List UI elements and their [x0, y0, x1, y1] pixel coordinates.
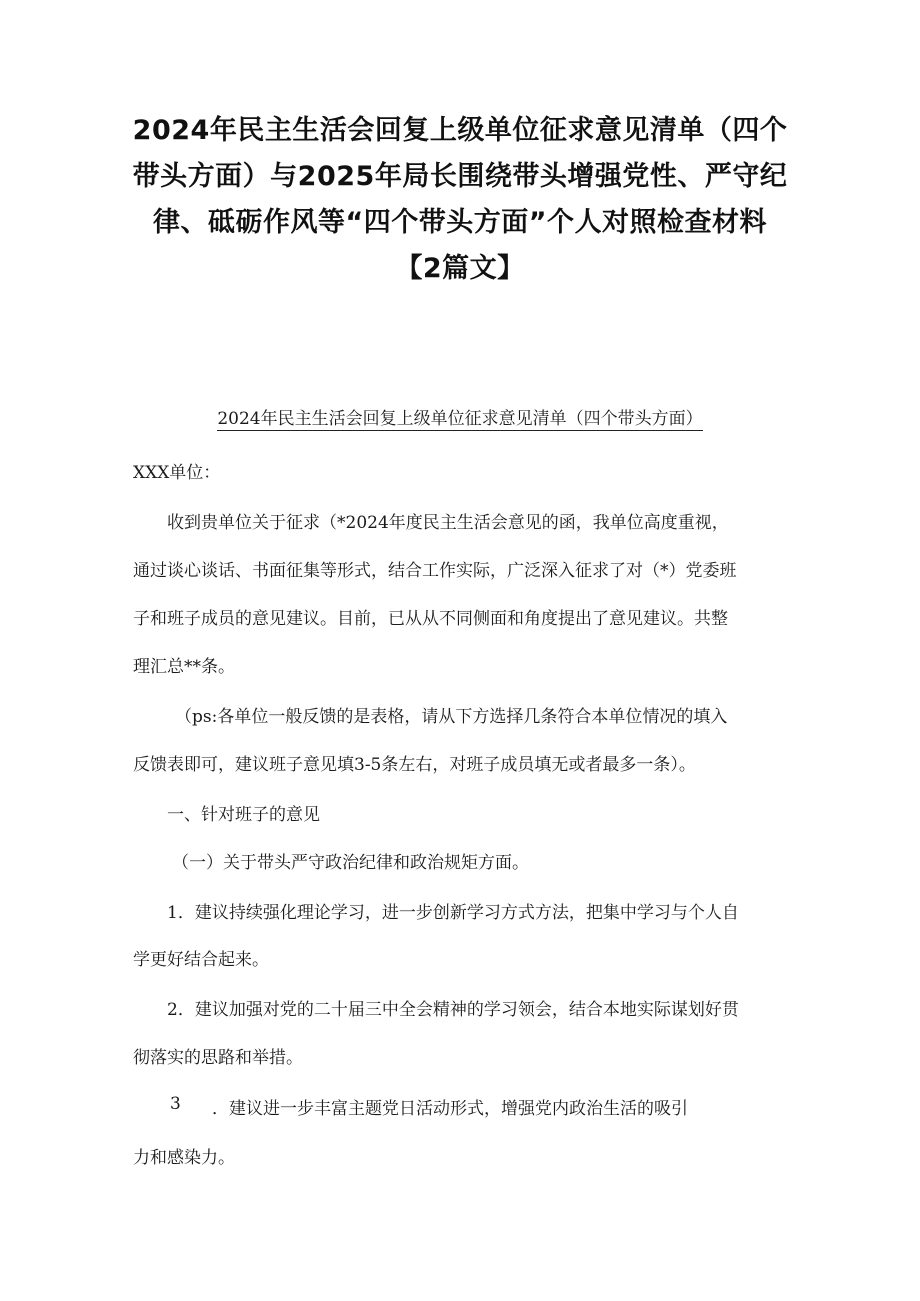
para1-line-1: 收到贵单位关于征求（*2024年度民主生活会意见的函，我单位高度重视，: [167, 513, 729, 533]
main-title: [120, 108, 800, 292]
item3-line-1: ．建议进一步丰富主题党日活动形式，增强党内政治生活的吸引: [212, 1099, 688, 1119]
main-title-line-3: 律、砥砺作风等“四个带头方面”个人对照检查材料: [153, 207, 767, 238]
para2-line-1: （ps:各单位一般反馈的是表格，请从下方选择几条符合本单位情况的填入: [175, 707, 728, 727]
salutation: XXX单位：: [133, 463, 221, 483]
item1-line-2: 学更好结合起来。: [133, 950, 269, 970]
para1-line-2: 通过谈心谈话、书面征集等形式，结合工作实际，广泛深入征求了对（*）党委班: [133, 561, 737, 581]
item3-number: 3: [170, 1094, 181, 1114]
item2-line-1: 2．建议加强对党的二十届三中全会精神的学习领会，结合本地实际谋划好贯: [167, 1000, 739, 1020]
para2-line-2: 反馈表即可，建议班子意见填3-5条左右，对班子成员填无或者最多一条）。: [133, 755, 696, 775]
main-title-line-4: 【2篇文】: [395, 253, 525, 284]
section-heading: 一、针对班子的意见: [167, 805, 320, 825]
item1-line-1: 1．建议持续强化理论学习，进一步创新学习方式方法，把集中学习与个人自: [167, 903, 739, 923]
para1-line-4: 理汇总**条。: [133, 657, 235, 677]
document-title: [130, 404, 790, 429]
document-title-text: 2024年民主生活会回复上级单位征求意见清单（四个带头方面）: [217, 409, 703, 429]
para1-line-3: 子和班子成员的意见建议。目前，已从从不同侧面和角度提出了意见建议。共整: [133, 609, 728, 629]
main-title-line-1: 2024年民主生活会回复上级单位征求意见清单（四个: [132, 115, 788, 146]
main-title-line-2: 带头方面）与2025年局长围绕带头增强党性、严守纪: [132, 161, 788, 192]
item3-line-2: 力和感染力。: [133, 1148, 235, 1168]
subsection-heading: （一）关于带头严守政治纪律和政治规矩方面。: [172, 853, 529, 873]
item2-line-2: 彻落实的思路和举措。: [133, 1048, 303, 1068]
